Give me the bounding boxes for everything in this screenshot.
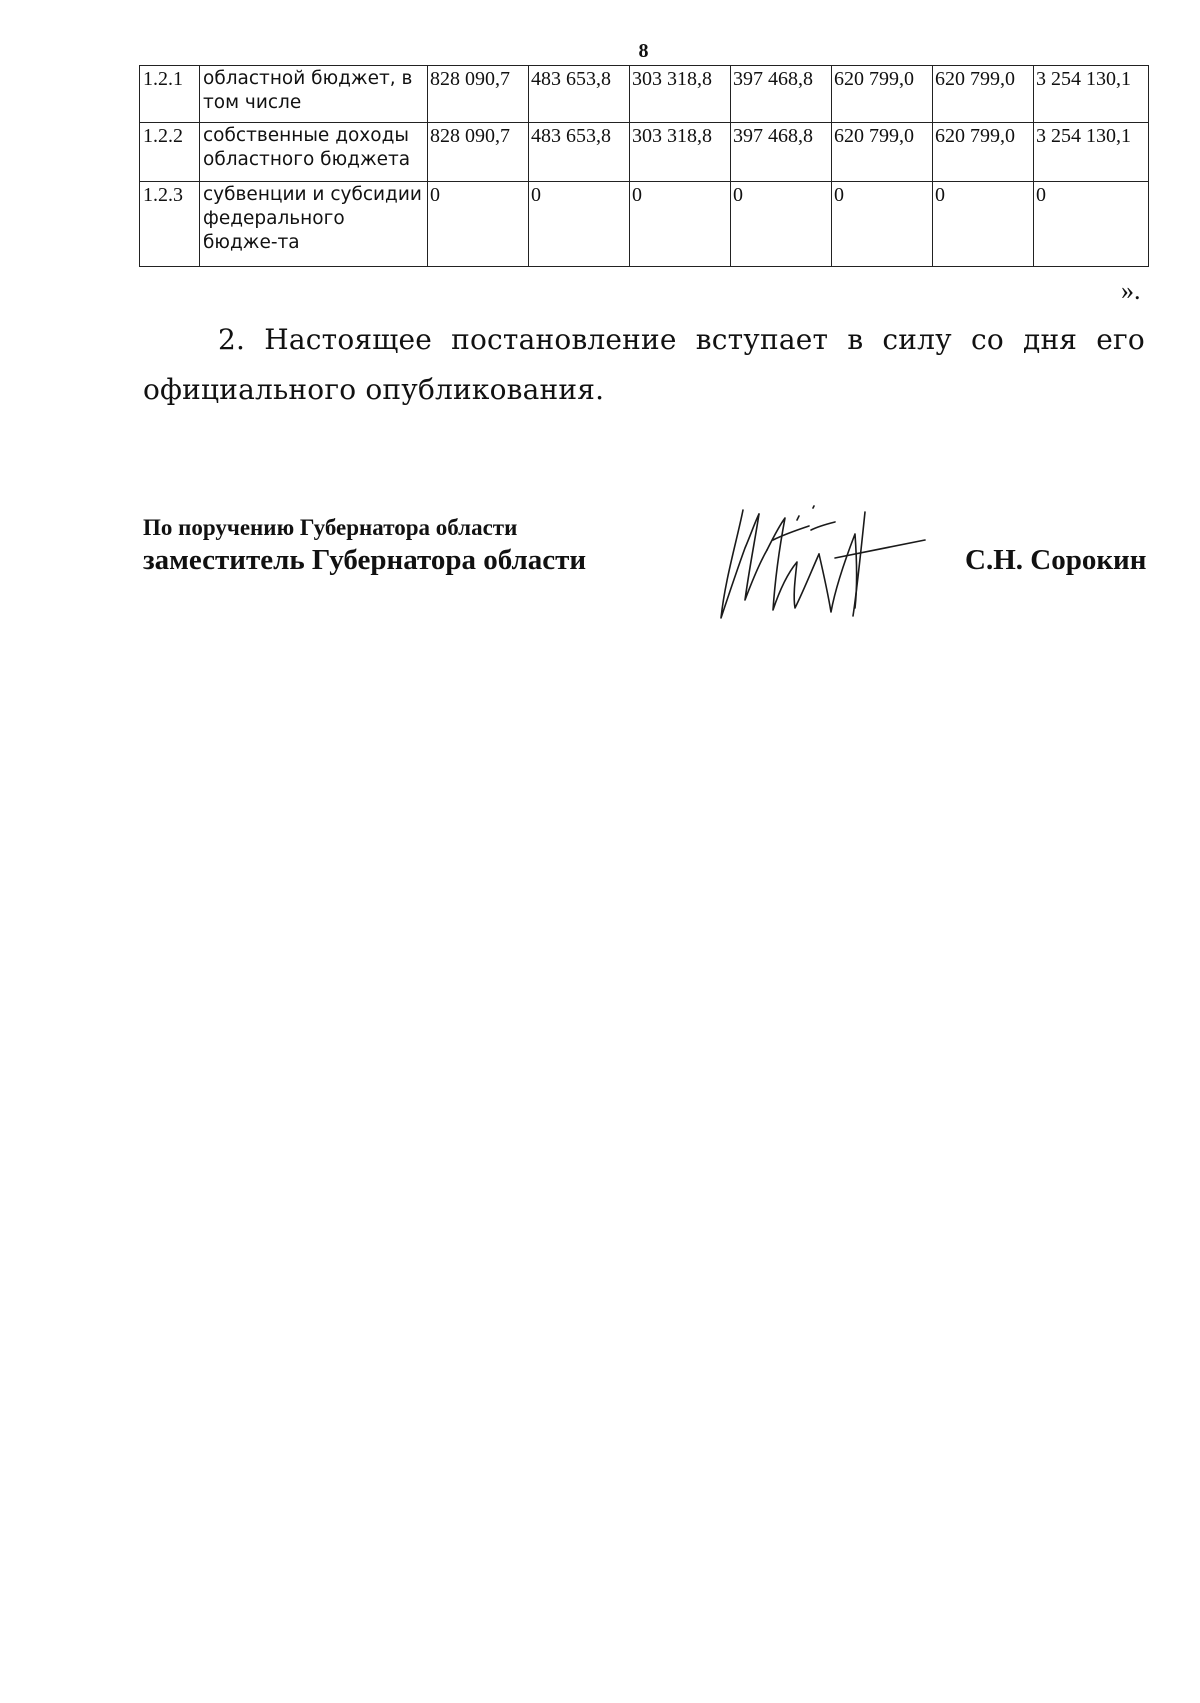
row-name: субвенции и субсидии федерального бюдже-та (200, 182, 428, 267)
table-cell: 0 (832, 182, 933, 267)
signatory-position: заместитель Губернатора области (143, 544, 587, 576)
table-row (140, 182, 1149, 267)
table-row (140, 66, 1149, 123)
table-cell: 620 799,0 (933, 66, 1034, 123)
signatory-name: С.Н. Сорокин (965, 544, 1147, 576)
body-paragraph: 2. Настоящее постановление вступает в силу со дня его официального опубликования. (143, 323, 1145, 406)
table-cell: 0 (529, 182, 630, 267)
table-row (140, 123, 1149, 182)
table-cell: 483 653,8 (529, 123, 630, 182)
table-cell: 828 090,7 (428, 66, 529, 123)
closing-quote: ». (1121, 276, 1141, 305)
table-cell: 397 468,8 (731, 66, 832, 123)
table-cell: 303 318,8 (630, 66, 731, 123)
row-name: собственные доходы областного бюджета (200, 123, 428, 182)
table-cell-total: 0 (1034, 182, 1149, 267)
table-cell-total: 3 254 130,1 (1034, 66, 1149, 123)
budget-table (139, 65, 1149, 267)
table-cell-total: 3 254 130,1 (1034, 123, 1149, 182)
table-cell: 0 (731, 182, 832, 267)
row-name: областной бюджет, в том числе (200, 66, 428, 123)
row-number: 1.2.3 (140, 182, 200, 267)
table-cell: 483 653,8 (529, 66, 630, 123)
table-cell: 0 (630, 182, 731, 267)
table-cell: 828 090,7 (428, 123, 529, 182)
row-number: 1.2.1 (140, 66, 200, 123)
table-cell: 620 799,0 (933, 123, 1034, 182)
row-number: 1.2.2 (140, 123, 200, 182)
table-cell: 620 799,0 (832, 66, 933, 123)
table-cell: 0 (933, 182, 1034, 267)
table-cell: 397 468,8 (731, 123, 832, 182)
table-cell: 0 (428, 182, 529, 267)
page-number: 8 (638, 40, 649, 62)
table-cell: 303 318,8 (630, 123, 731, 182)
handwritten-signature (715, 500, 935, 625)
signatory-authority-line: По поручению Губернатора области (143, 515, 518, 540)
table-cell: 620 799,0 (832, 123, 933, 182)
